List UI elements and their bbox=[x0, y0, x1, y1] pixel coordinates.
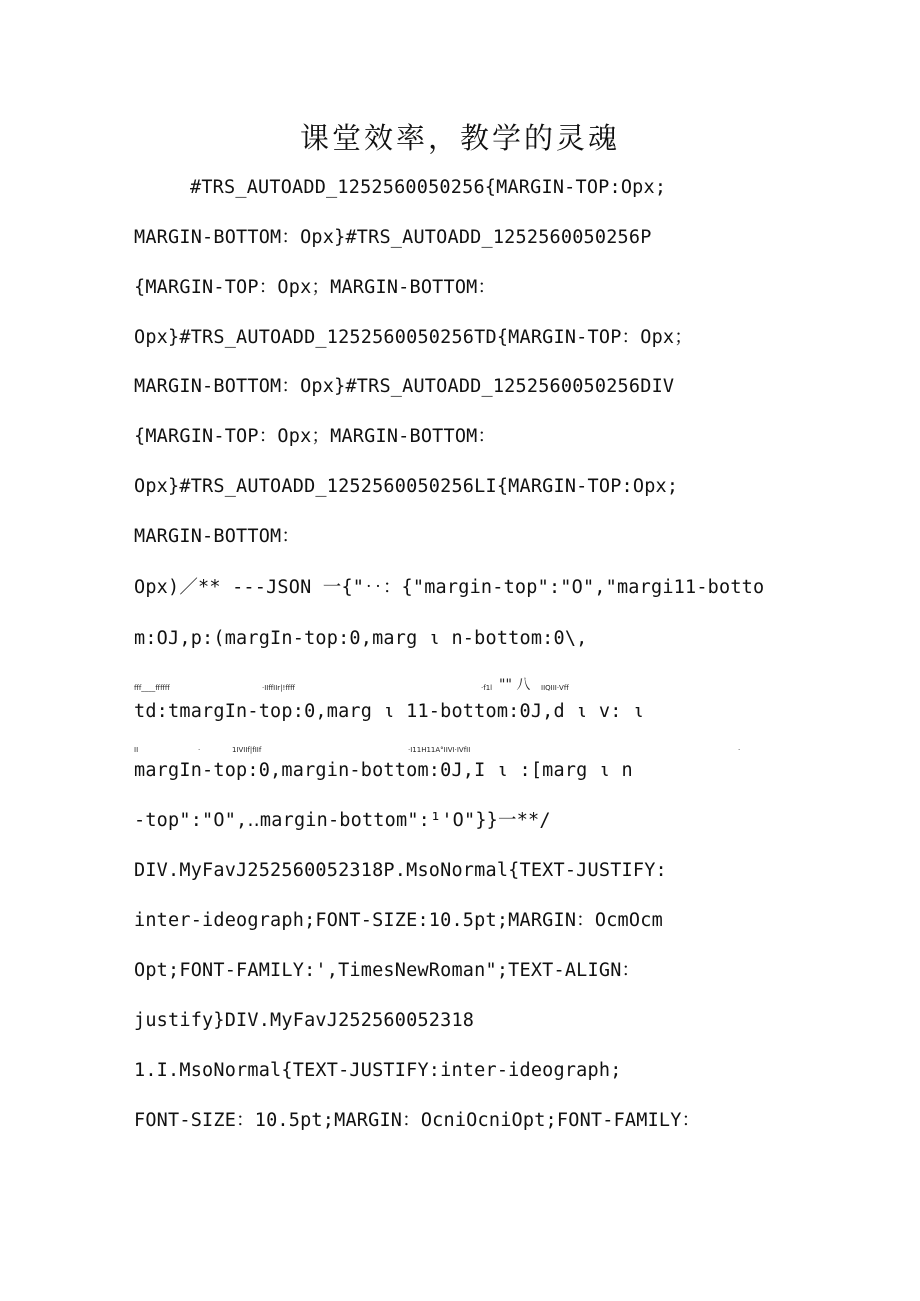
scan-noise: fff____ffffff bbox=[134, 684, 170, 692]
text-line: justify}DIV.MyFavJ252560052318 bbox=[134, 1010, 475, 1031]
text-line: margIn-top:0,margin-bottom:0J,I ι :[marg ι n bbox=[134, 760, 633, 781]
text-line: MARGIN-BOTTOM：Opx}#TRS_AUTOADD_1252560050256P bbox=[134, 227, 652, 248]
scan-noise: ·IIffIIr|!ffff bbox=[262, 684, 295, 692]
text-line: Opt;FONT-FAMILY:'‚TimesNewRoman";TEXT-ALIGN： bbox=[134, 960, 641, 981]
scan-noise: · bbox=[198, 746, 201, 754]
text-line: m:OJ,p:(margIn-top:0,marg ι n-bottom:0\, bbox=[134, 628, 588, 649]
text-line: MARGIN-BOTTOM：Opx}#TRS_AUTOADD_1252560050256DIV bbox=[134, 376, 675, 397]
page-title: 课堂效率，教学的灵魂 bbox=[299, 121, 620, 155]
text-line: {MARGIN-TOP：Opx；MARGIN-BOTTOM： bbox=[134, 277, 497, 298]
scan-noise: 1IVIIf|fIIf bbox=[232, 746, 262, 754]
scan-noise: ·I11H11A°IIVI·IVfII bbox=[408, 746, 471, 754]
text-line: Opx)／** ---JSON 一{"‥：{"margin-top":"O","margi11-botto bbox=[134, 577, 765, 598]
text-line: DIV.MyFavJ252560052318P.MsoNormal{TEXT-JUSTIFY: bbox=[134, 860, 667, 881]
scan-noise: II bbox=[134, 746, 139, 754]
scan-noise: "" 八 bbox=[499, 677, 531, 693]
text-line: FONT-SIZE：10.5pt;MARGIN：OcniOcniOpt;FONT-FAMILY： bbox=[134, 1110, 701, 1131]
text-line: {MARGIN-TOP：Opx；MARGIN-BOTTOM： bbox=[134, 426, 497, 447]
scan-noise: · bbox=[738, 746, 741, 754]
text-line: #TRS_AUTOADD_1252560050256{MARGIN-TOP:Opx; bbox=[190, 177, 667, 198]
text-line: Opx}#TRS_AUTOADD_1252560050256TD{MARGIN-TOP：Opx； bbox=[134, 327, 693, 348]
text-line: Opx}#TRS_AUTOADD_1252560050256LI{MARGIN-TOP:Opx; bbox=[134, 476, 679, 497]
text-line: MARGIN-BOTTOM： bbox=[134, 526, 301, 547]
text-line: -top":"O",‥margin-bottom":¹'O"}}一**/ bbox=[134, 810, 551, 831]
scan-noise: ·f1l bbox=[481, 684, 493, 692]
text-line: td:tmargIn-top:0,marg ι 11-bottom:0J,d ι v: ι bbox=[134, 701, 645, 722]
scan-noise: IIQIII·Vff bbox=[541, 684, 569, 692]
text-line: 1.I.MsoNormal{TEXT-JUSTIFY:inter-ideograph; bbox=[134, 1060, 622, 1081]
text-line: inter-ideograph;FONT-SIZE:10.5pt;MARGIN：OcmOcm bbox=[134, 910, 663, 931]
